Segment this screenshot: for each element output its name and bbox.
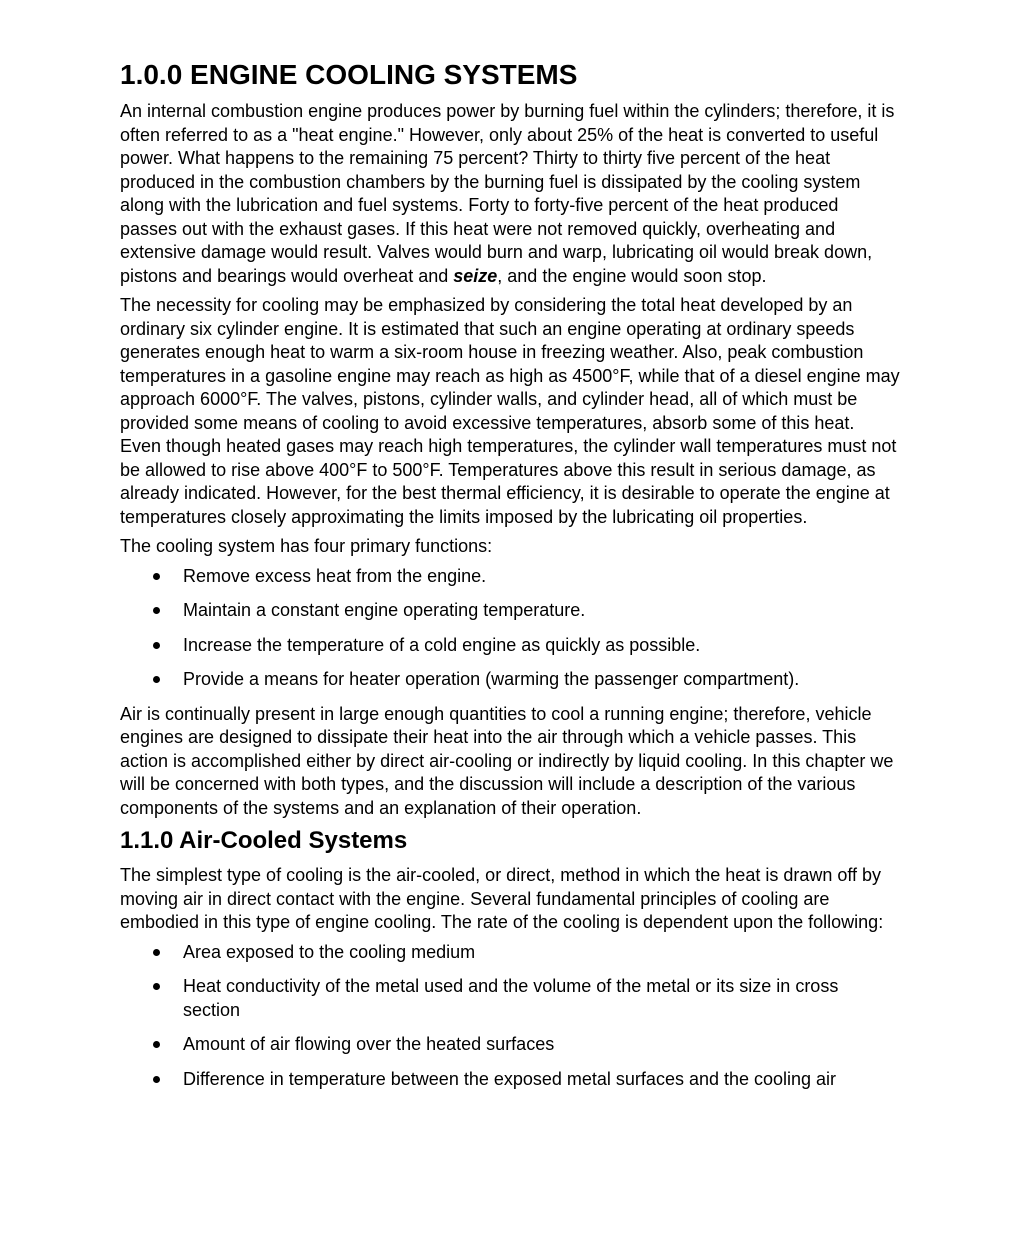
cooling-functions-list <box>120 565 900 692</box>
paragraph-heat-engine <box>120 100 900 288</box>
bullet-icon <box>153 1076 160 1083</box>
list-item-remove-heat <box>120 565 900 589</box>
list-item-maintain-temperature <box>120 599 900 623</box>
list-item-area-exposed <box>120 941 900 965</box>
list-item-heater-operation <box>120 668 900 692</box>
paragraph-air-cooling-overview: Air is continually present in large enough quantities to cool a running engine; therefore, vehicle engines are designed to dissipate their heat into the air through which a vehicle passes. This action is accomplished either by direct air-cooling or indirectly by liquid cooling. In this chapter we will be concerned with both types, and the discussion will include a description of the various components of the systems and an explanation of their operation. <box>120 703 894 818</box>
section-heading-engine-cooling-systems: 1.0.0 ENGINE COOLING SYSTEMS <box>120 59 578 90</box>
paragraph-heat-engine-text: An internal combustion engine produces power by burning fuel within the cylinders; therefore, it is often referred to as a "heat engine." However, only about 25% of the heat is converted to useful power. What happens to the remaining 75 percent? Thirty to thirty five percent of the heat produced in the combustion chambers by the burning fuel is dissipated by the cooling system along with the lubrication and fuel systems. Forty to forty-five percent of the heat produced passes out with the exhaust gases. If this heat were not removed quickly, overheating and extensive damage would result. Valves would burn and warp, lubricating oil would break down, pistons and bearings would overheat and <box>120 101 895 286</box>
bullet-icon <box>153 642 160 649</box>
document-content <box>120 58 900 1091</box>
bullet-icon <box>153 573 160 580</box>
bullet-icon <box>153 676 160 683</box>
seize-emphasized-word: seize <box>453 265 498 286</box>
paragraph-functions-intro: The cooling system has four primary functions: <box>120 536 493 556</box>
bullet-icon <box>153 607 160 614</box>
list-item-text: Heat conductivity of the metal used and the volume of the metal or its size in cross section <box>183 976 839 1020</box>
list-item-text: Remove excess heat from the engine. <box>183 565 487 586</box>
list-item-text: Provide a means for heater operation (warming the passenger compartment). <box>183 669 800 689</box>
list-item-increase-temperature <box>120 634 900 658</box>
list-item-text: Difference in temperature between the exposed metal surfaces and the cooling air <box>183 1068 837 1089</box>
list-item-heat-conductivity <box>120 975 900 1022</box>
paragraph-necessity-for-cooling: The necessity for cooling may be emphasized by considering the total heat developed by an ordinary six cylinder engine. It is estimated that such an engine operating at ordinary speeds generates enough heat to warm a six-room house in freezing weather. Also, peak combustion temperatures in a gasoline engine may reach as high as 4500°F, while that of a diesel engine may approach 6000°F. The valves, pistons, cylinder walls, and cylinder head, all of which must be provided some means of cooling to avoid excessive temperatures, absorb some of this heat. Even though heated gases may reach high temperatures, the cylinder wall temperatures must not be allowed to rise above 400°F to 500°F. Temperatures above this result in serious damage, as already indicated. However, for the best thermal efficiency, it is desirable to operate the engine at temperatures closely approximating the limits imposed by the lubricating oil properties. <box>120 295 900 527</box>
list-item-temperature-difference <box>120 1068 900 1092</box>
paragraph-heat-engine-tail: , and the engine would soon stop. <box>497 265 767 286</box>
cooling-rate-factors-list <box>120 941 900 1092</box>
list-item-text: Increase the temperature of a cold engine as quickly as possible. <box>183 634 701 655</box>
bullet-icon <box>153 983 160 990</box>
list-item-text: Maintain a constant engine operating temperature. <box>183 600 586 620</box>
section-heading-air-cooled-systems: 1.1.0 Air-Cooled Systems <box>120 827 408 854</box>
list-item-text: Amount of air flowing over the heated surfaces <box>183 1034 555 1054</box>
bullet-icon <box>153 1041 160 1048</box>
list-item-text: Area exposed to the cooling medium <box>183 941 476 962</box>
list-item-air-flow-amount <box>120 1033 900 1057</box>
paragraph-simplest-cooling-type: The simplest type of cooling is the air-cooled, or direct, method in which the heat is drawn off by moving air in direct contact with the engine. Several fundamental principles of cooling are embodied in this type of engine cooling. The rate of the cooling is dependent upon the following: <box>120 865 884 932</box>
bullet-icon <box>153 949 160 956</box>
